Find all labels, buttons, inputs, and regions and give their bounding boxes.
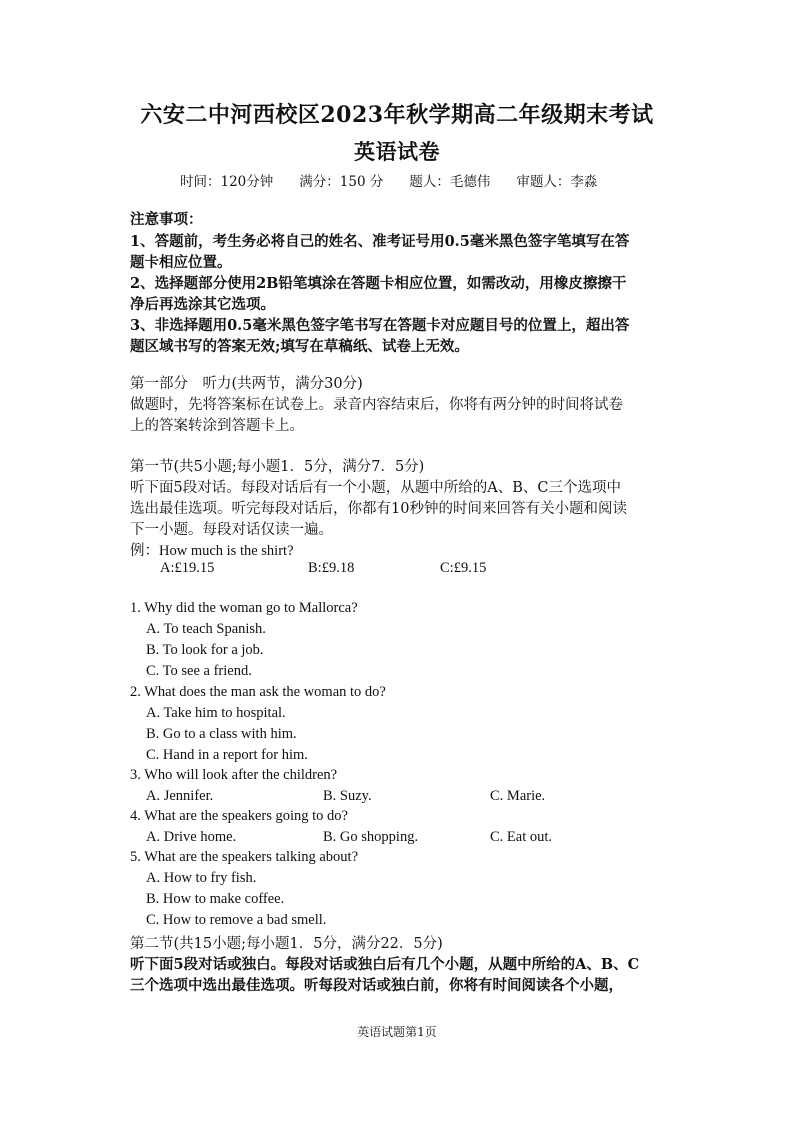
exam-time: 时间：120分钟 [180,174,274,190]
exam-title: 六安二中河西校区2023年秋学期高二年级期末考试 [140,102,654,128]
question-option: B. Go shopping. [323,829,419,845]
question-5: 5. What are the speakers talking about? [130,849,359,865]
question-option: B. How to make coffee. [146,891,285,907]
question-option: A. Take him to hospital. [146,705,286,721]
section2-line: 三个选项中选出最佳选项。听每段对话或独白前，你将有时间阅读各个小题， [130,977,623,994]
section1-heading: 第一节(共5小题;每小题1．5分，满分7．5分) [130,459,425,475]
section2-heading: 第二节(共15小题;每小题1．5分，满分22．5分) [130,936,443,952]
notice-line: 题卡相应位置。 [130,254,232,271]
question-option: B. Go to a class with him. [146,726,297,742]
question-4: 4. What are the speakers going to do? [130,808,348,824]
section2-line: 听下面5段对话或独白。每段对话或独白后有几个小题，从题中所给的A、B、C [130,956,640,973]
question-option: C. Hand in a report for him. [146,747,308,763]
question-option: C. Marie. [490,788,546,804]
question-option: A. How to fry fish. [146,870,257,886]
notice-line: 1、答题前，考生务必将自己的姓名、准考证号用0.5毫米黑色签字笔填写在答 [130,233,630,250]
question-option: A. Jennifer. [146,788,214,804]
notice-line: 题区域书写的答案无效;填写在草稿纸、试卷上无效。 [130,338,469,355]
question-option: C. How to remove a bad smell. [146,912,327,928]
exam-score: 满分：150 分 [299,174,384,190]
example-question: 例：How much is the shirt? [130,543,294,559]
exam-setter: 题人：毛德伟 [409,174,491,190]
notice-line: 净后再选涂其它选项。 [130,296,275,313]
question-3: 3. Who will look after the children? [130,767,338,783]
example-option-b: B:£9.18 [308,560,355,576]
part1-heading: 第一部分 听力(共两节，满分30分) [130,376,363,392]
section1-line: 选出最佳选项。听完每段对话后，你都有10秒钟的时间来回答有关小题和阅读 [130,501,627,517]
exam-reviewer: 审题人：李淼 [516,174,598,190]
question-2: 2. What does the man ask the woman to do? [130,684,386,700]
section1-line: 下一小题。每段对话仅读一遍。 [130,522,333,538]
notice-line: 2、选择题部分使用2B铅笔填涂在答题卡相应位置，如需改动，用橡皮擦擦干 [130,275,627,292]
section1-line: 听下面5段对话。每段对话后有一个小题，从题中所给的A、B、C三个选项中 [130,480,621,496]
question-option: C. Eat out. [490,829,553,845]
notice-line: 3、非选择题用0.5毫米黑色签字笔书写在答题卡对应题目号的位置上，超出答 [130,317,630,334]
page-footer: 英语试题第1页 [357,1025,437,1039]
exam-meta [180,170,597,190]
example-option-a: A:£19.15 [160,560,215,576]
part1-line: 做题时，先将答案标在试卷上。录音内容结束后，你将有两分钟的时间将试卷 [130,397,623,413]
question-option: A. To teach Spanish. [146,621,266,637]
notice-heading: 注意事项： [130,211,203,228]
question-option: B. Suzy. [323,788,372,804]
example-option-c: C:£9.15 [440,560,487,576]
question-1: 1. Why did the woman go to Mallorca? [130,600,358,616]
question-option: B. To look for a job. [146,642,264,658]
question-option: C. To see a friend. [146,663,252,679]
question-option: A. Drive home. [146,829,237,845]
part1-line: 上的答案转涂到答题卡上。 [130,418,304,434]
exam-subtitle: 英语试卷 [354,139,440,164]
